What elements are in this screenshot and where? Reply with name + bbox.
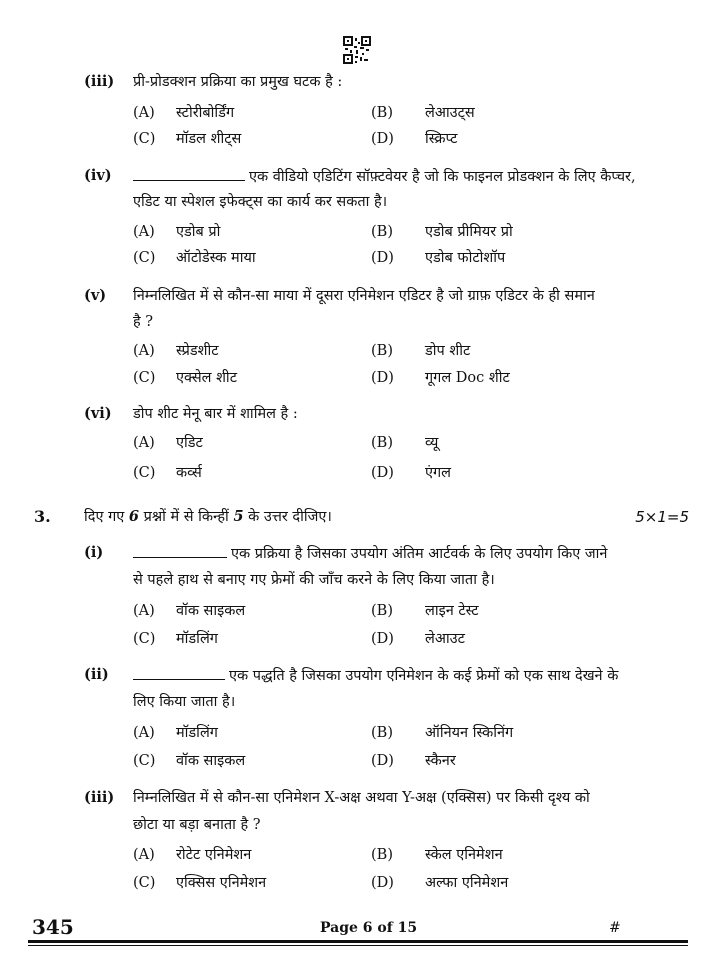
option-label: (D) [371, 753, 394, 769]
option-text: कर्व्स [176, 465, 202, 481]
option-text: एडिट [176, 435, 203, 451]
qr-code-icon [343, 36, 371, 64]
option-text: स्कैनर [425, 753, 456, 769]
instruction-text: के उत्तर दीजिए। [248, 509, 332, 525]
instruction-count: 5 [233, 508, 244, 525]
option-text: लेआउट [425, 631, 465, 647]
option-label: (C) [133, 131, 156, 147]
option-text: मॉडलिंग [176, 725, 218, 741]
question-text-line: लिए किया जाता है। [133, 694, 236, 710]
option-label: (A) [133, 603, 155, 619]
option-text: ऑनियन स्किनिंग [425, 725, 514, 741]
option-label: (B) [371, 224, 393, 240]
option-text: ऑटोडेस्क माया [176, 250, 256, 266]
option-text: मॉडल शीट्स [176, 131, 242, 147]
instruction-count: 6 [128, 508, 139, 525]
question-text-line: एक पद्धति है जिसका उपयोग एनिमेशन के कई फ्रेमों को एक साथ देखने के [229, 668, 619, 684]
footer-rule [28, 945, 688, 946]
option-label: (C) [133, 250, 156, 266]
question-text-line: एक प्रक्रिया है जिसका उपयोग अंतिम आर्टवर्क के लिए उपयोग किए जाने [231, 546, 608, 562]
option-text: वॉक साइकल [176, 753, 246, 769]
option-label: (C) [133, 370, 156, 386]
question-number: (v) [84, 287, 107, 304]
footer-rule [28, 940, 688, 943]
option-label: (C) [133, 465, 156, 481]
question-text-line: छोटा या बड़ा बनाता है ? [133, 817, 261, 833]
option-text: एडोब प्रीमियर प्रो [425, 224, 513, 240]
section-instruction [84, 507, 332, 527]
option-text: स्टोरीबोर्डिंग [176, 105, 235, 121]
option-label: (A) [133, 343, 155, 359]
option-text: मॉडलिंग [176, 631, 218, 647]
answer-blank [133, 543, 227, 558]
question-text: प्री-प्रोडक्शन प्रक्रिया का प्रमुख घटक है : [133, 74, 343, 90]
question-number: (i) [84, 544, 104, 561]
option-text: स्प्रेडशीट [176, 343, 219, 359]
option-label: (D) [371, 875, 394, 891]
option-text: वॉक साइकल [176, 603, 246, 619]
question-number: (iii) [84, 73, 115, 90]
instruction-text: दिए गए [84, 509, 125, 525]
instruction-text: प्रश्नों में से किन्हीं [143, 509, 229, 525]
option-label: (C) [133, 631, 156, 647]
option-label: (D) [371, 250, 394, 266]
question-text [133, 665, 618, 686]
option-label: (B) [371, 435, 393, 451]
option-label: (A) [133, 435, 155, 451]
option-text: डोप शीट [425, 343, 471, 359]
option-label: (B) [371, 725, 393, 741]
paper-code: 345 [32, 915, 74, 939]
footer-hash: # [609, 920, 621, 936]
option-text: अल्फा एनिमेशन [425, 875, 509, 891]
option-text: स्क्रिप्ट [425, 131, 458, 147]
option-label: (C) [133, 753, 156, 769]
option-label: (C) [133, 875, 156, 891]
question-number: (ii) [84, 666, 109, 683]
question-text-line: एक वीडियो एडिटिंग सॉफ़्टवेयर है जो कि फाइनल प्रोडक्शन के लिए कैप्चर, [249, 169, 636, 185]
question-text-line: से पहले हाथ से बनाए गए फ्रेमों की जाँच करने के लिए किया जाता है। [133, 572, 495, 588]
marks-allocation: 5×1=5 [635, 508, 689, 526]
option-label: (A) [133, 847, 155, 863]
option-label: (D) [371, 631, 394, 647]
option-text: स्केल एनिमेशन [425, 847, 503, 863]
option-text: गूगल Doc शीट [425, 370, 510, 386]
option-label: (A) [133, 725, 155, 741]
question-text-line: है ? [133, 314, 154, 330]
question-text [133, 166, 636, 187]
option-text: एक्सिस एनिमेशन [176, 875, 267, 891]
question-number: (vi) [84, 405, 112, 422]
option-label: (A) [133, 224, 155, 240]
answer-blank [133, 166, 245, 181]
page-number: Page 6 of 15 [320, 920, 418, 936]
option-label: (B) [371, 603, 393, 619]
option-text: व्यू [425, 435, 439, 451]
question-text [133, 543, 607, 564]
option-text: लाइन टेस्ट [425, 603, 479, 619]
question-text-line: निम्नलिखित में से कौन-सा माया में दूसरा एनिमेशन एडिटर है जो ग्राफ़ एडिटर के ही समान [133, 288, 595, 304]
option-text: एक्सेल शीट [176, 370, 237, 386]
question-text-line: एडिट या स्पेशल इफेक्ट्स का कार्य कर सकता है। [133, 194, 388, 210]
option-label: (B) [371, 847, 393, 863]
option-text: एडोब फोटोशॉप [425, 250, 506, 266]
option-label: (D) [371, 465, 394, 481]
answer-blank [133, 665, 225, 680]
option-text: लेआउट्स [425, 105, 475, 121]
option-label: (D) [371, 370, 394, 386]
question-text-line: निम्नलिखित में से कौन-सा एनिमेशन X-अक्ष अथवा Y-अक्ष (एक्सिस) पर किसी दृश्य को [133, 790, 590, 806]
section-number: 3. [34, 507, 51, 526]
option-text: एंगल [425, 465, 452, 481]
question-number: (iii) [84, 789, 115, 806]
option-text: रोटेट एनिमेशन [176, 847, 252, 863]
option-label: (B) [371, 105, 393, 121]
question-text: डोप शीट मेनू बार में शामिल है : [133, 406, 298, 422]
option-label: (A) [133, 105, 155, 121]
option-label: (D) [371, 131, 394, 147]
option-label: (B) [371, 343, 393, 359]
option-text: एडोब प्रो [176, 224, 221, 240]
question-number: (iv) [84, 167, 112, 184]
